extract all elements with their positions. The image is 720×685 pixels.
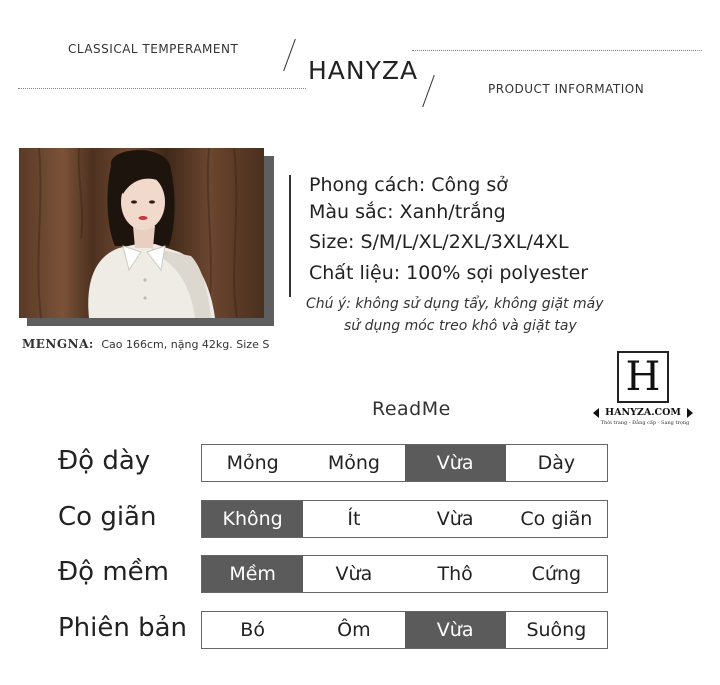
logo-name-bar <box>593 406 693 419</box>
attr-option-selected: Không <box>202 501 303 537</box>
attr-option: Suông <box>526 619 587 641</box>
header-slash-right <box>422 75 435 107</box>
attr-option: Thô <box>437 563 473 585</box>
model-caption <box>22 337 269 351</box>
attr-option: Co giãn <box>520 508 593 530</box>
model-details: Cao 166cm, nặng 42kg. Size S <box>101 338 270 351</box>
header-left-text: CLASSICAL TEMPERAMENT <box>68 42 239 56</box>
attr-option: Cứng <box>531 563 582 585</box>
header-divider-left <box>18 88 306 89</box>
triangle-left-icon <box>593 408 599 418</box>
header-right-text: PRODUCT INFORMATION <box>488 82 645 96</box>
attr-option: Vừa <box>335 563 373 585</box>
readme-title: ReadMe <box>372 398 451 420</box>
brand-logo <box>617 351 669 403</box>
info-material: Chất liệu: 100% sợi polyester <box>309 262 589 284</box>
attr-scale-stretch <box>201 500 608 538</box>
attr-option: Mỏng <box>327 452 380 474</box>
attr-option: Vừa <box>436 508 474 530</box>
brand-name: HANYZA <box>308 56 419 85</box>
model-photo <box>19 148 264 318</box>
attr-scale-softness <box>201 555 608 593</box>
attr-label-thickness: Độ dày <box>58 446 151 476</box>
attr-label-softness: Độ mềm <box>58 557 169 587</box>
attr-scale-fit <box>201 611 608 649</box>
model-name: MENGNA: <box>22 337 94 351</box>
info-style: Phong cách: Công sở <box>309 174 508 196</box>
attr-option-selected: Vừa <box>405 612 506 648</box>
attr-option: Mỏng <box>226 452 279 474</box>
info-color: Màu sắc: Xanh/trắng <box>309 201 506 223</box>
logo-letter: H <box>625 354 661 400</box>
care-note-1: Chú ý: không sử dụng tẩy, không giặt máy <box>306 296 604 312</box>
header-slash-left <box>283 39 296 71</box>
triangle-right-icon <box>687 408 693 418</box>
attr-label-fit: Phiên bản <box>58 613 188 643</box>
info-size: Size: S/M/L/XL/2XL/3XL/4XL <box>309 231 569 253</box>
attr-option: Ôm <box>337 619 371 641</box>
attr-scale-thickness <box>201 444 608 482</box>
attr-option: Bó <box>240 619 265 641</box>
attr-option: Dày <box>537 452 576 474</box>
logo-name: HANYZA.COM <box>605 407 681 418</box>
logo-tagline: Thời trang - Đẳng cấp - Sang trọng <box>600 420 690 426</box>
model-illustration <box>19 148 264 318</box>
attr-option-selected: Mềm <box>202 556 303 592</box>
care-note-2: sử dụng móc treo khô và giặt tay <box>344 318 577 334</box>
header-divider-right <box>412 50 702 51</box>
attr-option: Ít <box>347 508 361 530</box>
attr-option-selected: Vừa <box>405 445 506 481</box>
info-divider <box>289 175 291 297</box>
attr-label-stretch: Co giãn <box>58 502 157 532</box>
